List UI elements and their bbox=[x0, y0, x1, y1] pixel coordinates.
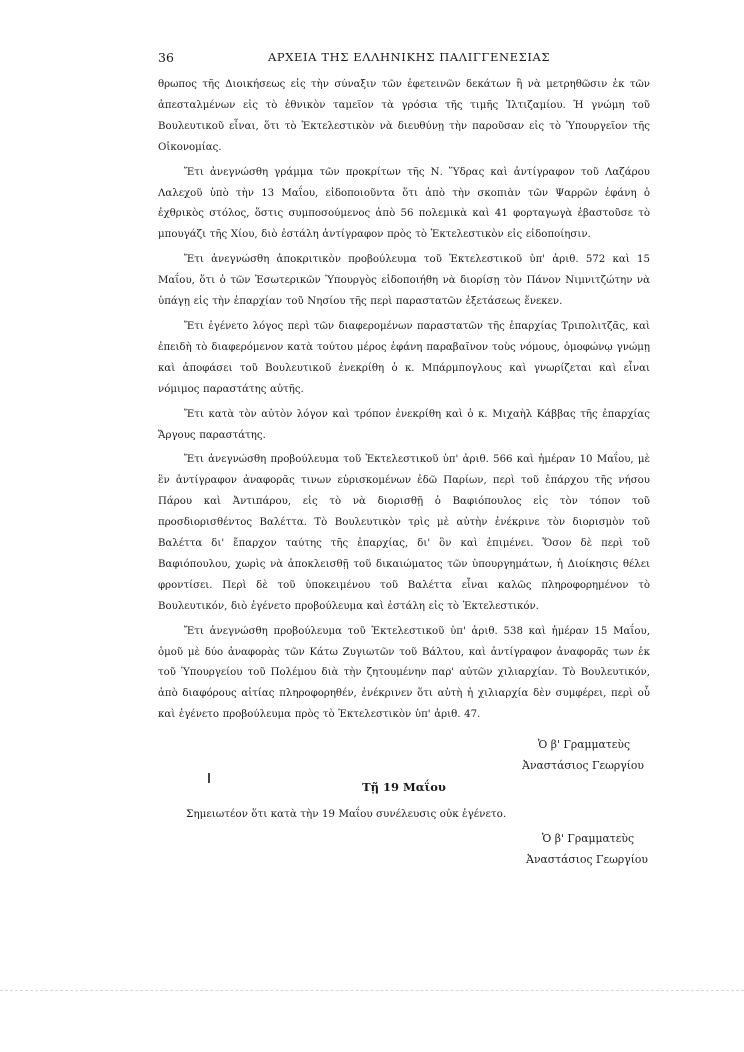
paragraph: Ἔτι ἀνεγνώσθη προβούλευμα τοῦ Ἐκτελεστικοῦ ὑπ' ἀριθ. 538 καὶ ἡμέραν 15 Μαΐου, ὁμοῦ μὲ δύο ἀναφορὰς τῶν Κάτω Ζυγιωτῶν τοῦ Βάλτου, καὶ ἀντίγραφον ἀναφορᾶς των ἐκ τοῦ Ὑπουργείου τοῦ Πολέμου διὰ τὴν ζητουμένην παρ' αὐτῶν χιλιαρχίαν. Τὸ Βουλευτικόν, ἀπὸ διαφόρους αἰτίας πληροφορηθέν, ἐνέκρινεν ὅτι αὐτὴ ἡ χιλιαρχία δὲν συμφέρει, περὶ οὗ καὶ ἐγένετο προβούλευμα πρὸς τὸ Ἐκτελεστικὸν ὑπ' ἀριθ. 47. bbox=[158, 625, 650, 721]
paragraph: Ἔτι ἐγένετο λόγος περὶ τῶν διαφερομένων παραστατῶν τῆς ἐπαρχίας Τριπολιτζᾶς, καὶ ἐπειδὴ τὸ διαφερόμενον κατὰ τούτου μέρος ἐφάνη παραβαῖνον τοὺς νόμους, ὁμοφώνῳ γνώμῃ καὶ ἀποφάσει τοῦ Βουλευτικοῦ ἐνεκρίθη ὁ κ. Μπάρμπογλους καὶ γνωρίζεται καὶ εἶναι νόμιμος παραστάτης αὐτῆς. bbox=[158, 320, 650, 395]
signature-block-2 bbox=[526, 828, 648, 870]
paragraph: Ἔτι ἀνεγνώσθη γράμμα τῶν προκρίτων τῆς Ν. Ὕδρας καὶ ἀντίγραφον τοῦ Λαζάρου Λαλεχοῦ ὑπὸ τὴν 13 Μαΐου, εἰδοποιοῦντα ὅτι ἀπὸ τὴν σκοπιὰν τῶν Ψαρρῶν ἐφάνη ὁ ἐχθρικὸς στόλος, ὅστις συμποσούμενος ἀπὸ 56 πολεμικὰ καὶ 41 φορταγωγὰ ἐβαστοῦσε τὸ μπουγάζι τῆς Χίου, διὸ ἐστάλη ἀντίγραφον πρὸς τὸ Ἐκτελεστικὸν εἰς εἰδοποίησιν. bbox=[158, 166, 650, 241]
signature-name: Ἀναστάσιος Γεωργίου bbox=[522, 759, 644, 773]
signature-title: Ὁ β' Γραμματεὺς bbox=[542, 832, 634, 845]
paragraph: Ἔτι ἀνεγνώσθη προβούλευμα τοῦ Ἐκτελεστικοῦ ὑπ' ἀριθ. 566 καὶ ἡμέραν 10 Μαΐου, μὲ ἓν ἀντίγραφον ἀναφορᾶς τινων εὑρισκομένων ἐδῶ Παρίων, περὶ τοῦ ἐπάρχου τῆς νήσου Πάρου καὶ Ἀντιπάρου, εἰς τὸ νὰ διορισθῇ ὁ Βαφιόπουλος εἰς τὸν τόπον τοῦ προσδιορισθέντος Βαλέττα. Τὸ Βουλευτικὸν τρὶς μὲ αὐτὴν ἐνέκρινε τὸν διορισμὸν τοῦ Βαλέττα δι' ἔπαρχον ταύτης τῆς ἐπαρχίας, δι' ὃν καὶ ἐπιμένει. Ὅσον δὲ περὶ τοῦ Βαφιόπουλου, χωρὶς νὰ ἀποκλεισθῇ τοῦ δικαιώματος τῶν ὑπουργημάτων, ἡ Διοίκησις θέλει φροντίσει. Περὶ δὲ τοῦ ὑποκειμένου τοῦ Βαλέττα εἶναι καλῶς πληροφορημένον τὸ Βουλευτικόν, διὸ ἐγένετο προβούλευμα καὶ ἐστάλη εἰς τὸ Ἐκτελεστικόν. bbox=[158, 454, 650, 612]
session-note: Σημειωτέον ὅτι κατὰ τὴν 19 Μαΐου συνέλευσις οὐκ ἐγένετο. bbox=[186, 808, 507, 820]
signature-block bbox=[158, 734, 650, 776]
scan-edge-line bbox=[0, 990, 744, 991]
signature-title: Ὁ β' Γραμματεὺς bbox=[538, 738, 630, 752]
running-title: ΑΡΧΕΙΑ ΤΗΣ ΕΛΛΗΝΙΚΗΣ ΠΑΛΙΓΓΕΝΕΣΙΑΣ bbox=[268, 50, 551, 64]
paragraph: Ἔτι κατὰ τὸν αὐτὸν λόγον καὶ τρόπον ἐνεκρίθη καὶ ὁ κ. Μιχαὴλ Κάββας τῆς ἐπαρχίας Ἄργους παραστάτης. bbox=[158, 408, 650, 441]
paragraph-continued: θρωπος τῆς Διοικήσεως εἰς τὴν σύναξιν τῶν ἐφετεινῶν δεκάτων ἢ νὰ μετρηθῶσιν ἐκ τῶν ἀπεσταλμένων εἰς τὸ ἐθνικὸν ταμεῖον τὰ γρόσια τῆς τιμῆς Ἰλτιζαμίου. Ἡ γνώμη τοῦ Βουλευτικοῦ εἶναι, ὅτι τὸ Ἐκτελεστικὸν νὰ διευθύνῃ τὴν παροῦσαν εἰς τὸ Ὑπουργεῖον τῆς Οἰκονομίας. bbox=[158, 79, 650, 153]
signature-name: Ἀναστάσιος Γεωργίου bbox=[526, 853, 648, 866]
page-number: 36 bbox=[158, 50, 174, 65]
day-heading: Τῇ 19 Μαΐου bbox=[362, 780, 446, 794]
paragraph: Ἔτι ἀνεγνώσθη ἀποκριτικὸν προβούλευμα τοῦ Ἐκτελεστικοῦ ὑπ' ἀριθ. 572 καὶ 15 Μαΐου, ὅτι ὁ τῶν Ἐσωτερικῶν Ὑπουργὸς εἰδοποιήθη νὰ διορίσῃ τὸν Πάνον Νιμνιτζώτην νὰ ὑπάγῃ εἰς τὴν ἐπαρχίαν τοῦ Νησίου τῆς περὶ παραστατῶν ἐξετάσεως ἕνεκεν. bbox=[158, 254, 650, 308]
body-text bbox=[158, 75, 650, 776]
